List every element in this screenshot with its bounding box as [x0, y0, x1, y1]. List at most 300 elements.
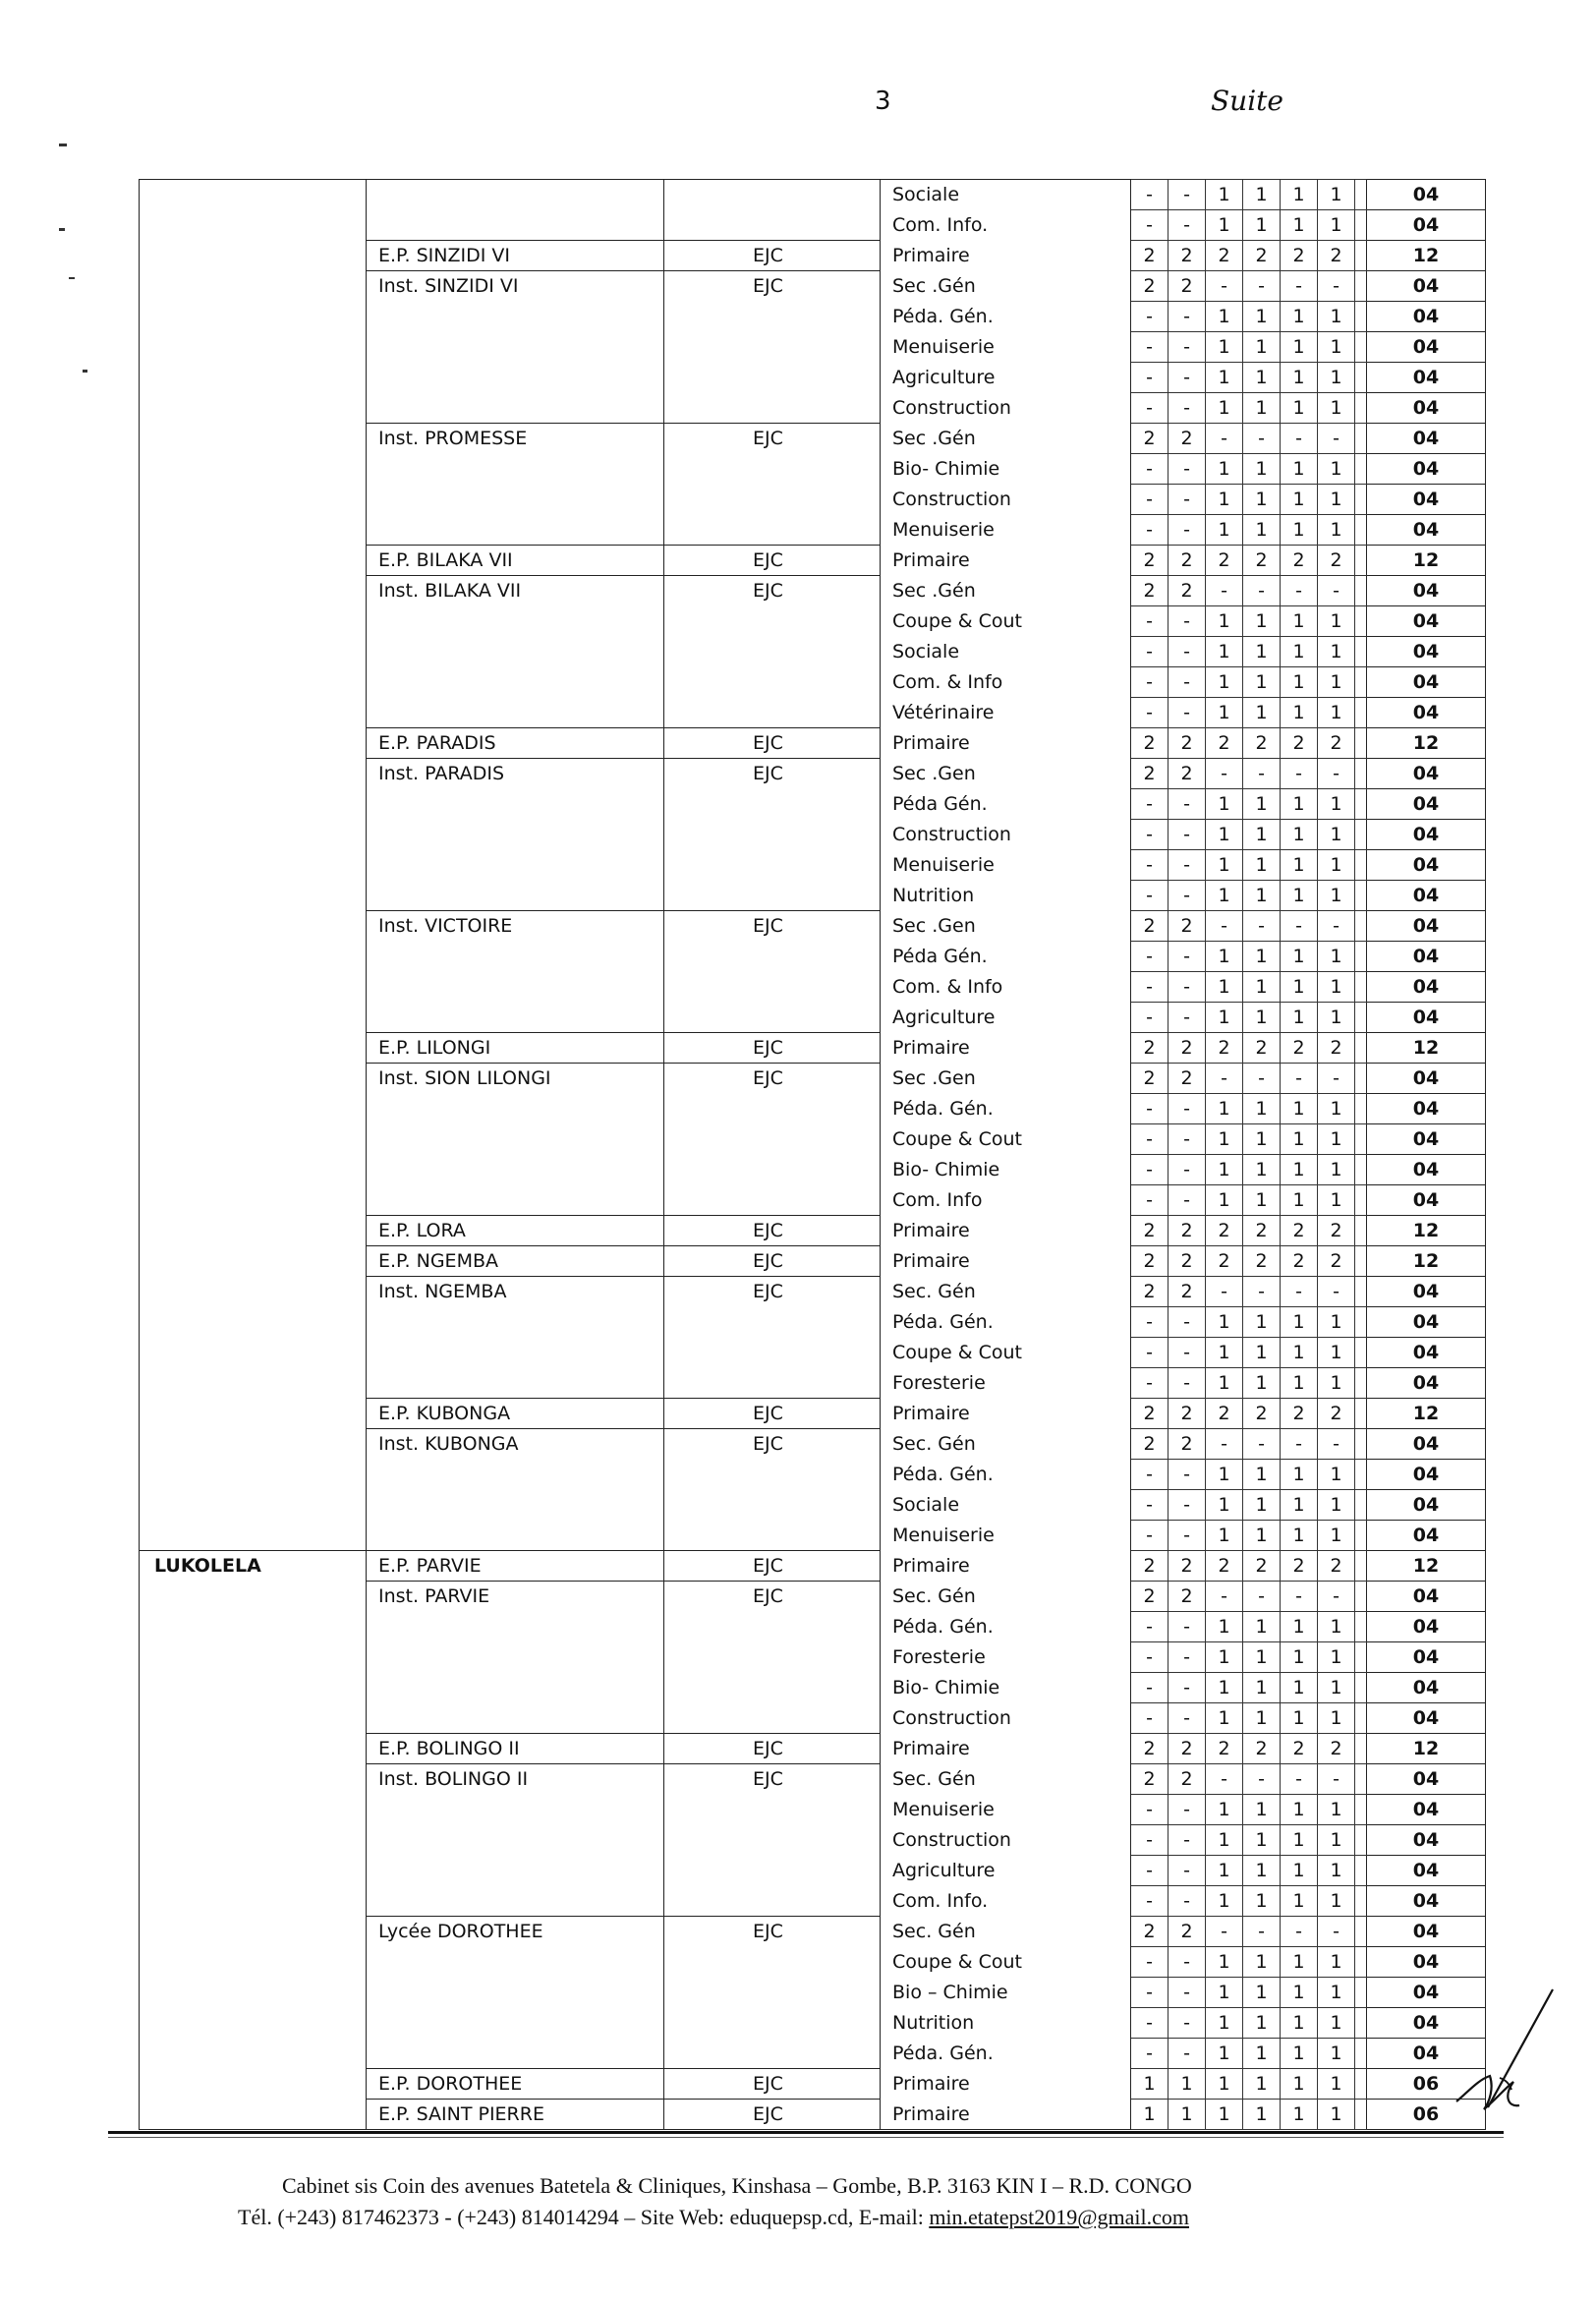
- school-cell: Inst. BILAKA VII: [367, 576, 664, 606]
- class-count-cell: -: [1318, 271, 1355, 302]
- school-cell: Inst. PARVIE: [367, 1582, 664, 1612]
- territoire-cell: [140, 1155, 367, 1185]
- option-cell: Coupe & Cout: [881, 1947, 1131, 1978]
- territoire-cell: [140, 728, 367, 759]
- spacer-cell: [1355, 1185, 1367, 1216]
- total-cell: 04: [1367, 1917, 1486, 1947]
- table-row: [140, 667, 1486, 698]
- table-row: [140, 2100, 1486, 2130]
- class-count-cell: 2: [1318, 546, 1355, 576]
- class-count-cell: 1: [1281, 2069, 1318, 2100]
- option-cell: Primaire: [881, 728, 1131, 759]
- class-count-cell: 2: [1131, 424, 1168, 454]
- table-row: [140, 1277, 1486, 1307]
- total-cell: 04: [1367, 1703, 1486, 1734]
- school-cell: [367, 881, 664, 911]
- spacer-cell: [1355, 1368, 1367, 1399]
- class-count-cell: -: [1318, 1917, 1355, 1947]
- class-count-cell: 2: [1131, 546, 1168, 576]
- option-cell: Péda. Gén.: [881, 1307, 1131, 1338]
- table-row: [140, 1886, 1486, 1917]
- option-cell: Sociale: [881, 637, 1131, 667]
- territoire-cell: [140, 1642, 367, 1673]
- class-count-cell: -: [1131, 393, 1168, 424]
- class-count-cell: -: [1318, 576, 1355, 606]
- table-row: [140, 1368, 1486, 1399]
- school-cell: [367, 1307, 664, 1338]
- class-count-cell: 1: [1318, 942, 1355, 972]
- class-count-cell: 1: [1281, 1368, 1318, 1399]
- spacer-cell: [1355, 1246, 1367, 1277]
- class-count-cell: 1: [1243, 1612, 1281, 1642]
- regime-cell: EJC: [664, 1246, 881, 1277]
- class-count-cell: 2: [1318, 1399, 1355, 1429]
- class-count-cell: 1: [1206, 1642, 1243, 1673]
- class-count-cell: 1: [1318, 1856, 1355, 1886]
- class-count-cell: -: [1131, 850, 1168, 881]
- class-count-cell: 1: [1281, 1612, 1318, 1642]
- spacer-cell: [1355, 1277, 1367, 1307]
- class-count-cell: -: [1168, 1185, 1206, 1216]
- class-count-cell: -: [1318, 1764, 1355, 1795]
- total-cell: 04: [1367, 424, 1486, 454]
- total-cell: 04: [1367, 789, 1486, 820]
- option-cell: Sec. Gén: [881, 1582, 1131, 1612]
- regime-cell: [664, 789, 881, 820]
- class-count-cell: -: [1168, 332, 1206, 363]
- class-count-cell: -: [1281, 1764, 1318, 1795]
- regime-cell: [664, 637, 881, 667]
- total-cell: 04: [1367, 1764, 1486, 1795]
- class-count-cell: 1: [1243, 1003, 1281, 1033]
- regime-cell: [664, 302, 881, 332]
- class-count-cell: 2: [1281, 1033, 1318, 1064]
- school-cell: [367, 1856, 664, 1886]
- class-count-cell: 1: [1281, 820, 1318, 850]
- class-count-cell: 1: [1281, 1185, 1318, 1216]
- regime-cell: EJC: [664, 1429, 881, 1460]
- territoire-cell: [140, 576, 367, 606]
- option-cell: Construction: [881, 820, 1131, 850]
- territoire-cell: [140, 2100, 367, 2130]
- class-count-cell: -: [1243, 576, 1281, 606]
- class-count-cell: 1: [1243, 1642, 1281, 1673]
- footer-email[interactable]: min.etatepst2019@gmail.com: [929, 2205, 1189, 2229]
- class-count-cell: 1: [1206, 820, 1243, 850]
- class-count-cell: 1: [1243, 302, 1281, 332]
- spacer-cell: [1355, 942, 1367, 972]
- school-cell: E.P. PARVIE: [367, 1551, 664, 1582]
- regime-cell: [664, 850, 881, 881]
- spacer-cell: [1355, 546, 1367, 576]
- class-count-cell: 1: [1318, 698, 1355, 728]
- class-count-cell: 1: [1168, 2069, 1206, 2100]
- option-cell: Menuiserie: [881, 515, 1131, 546]
- spacer-cell: [1355, 667, 1367, 698]
- class-count-cell: -: [1168, 515, 1206, 546]
- regime-cell: EJC: [664, 424, 881, 454]
- school-cell: [367, 1947, 664, 1978]
- regime-cell: EJC: [664, 1033, 881, 1064]
- class-count-cell: 1: [1206, 1978, 1243, 2008]
- spacer-cell: [1355, 1612, 1367, 1642]
- class-count-cell: -: [1168, 485, 1206, 515]
- class-count-cell: -: [1281, 1277, 1318, 1307]
- territoire-cell: [140, 1764, 367, 1795]
- option-cell: Primaire: [881, 1399, 1131, 1429]
- class-count-cell: 2: [1243, 1216, 1281, 1246]
- territoire-cell: [140, 667, 367, 698]
- class-count-cell: 1: [1206, 1612, 1243, 1642]
- regime-cell: [664, 1612, 881, 1642]
- footer-rule: [108, 2131, 1504, 2134]
- class-count-cell: 1: [1243, 393, 1281, 424]
- class-count-cell: -: [1131, 1155, 1168, 1185]
- class-count-cell: -: [1131, 637, 1168, 667]
- option-cell: Com. & Info: [881, 972, 1131, 1003]
- option-cell: Nutrition: [881, 881, 1131, 911]
- territoire-cell: [140, 820, 367, 850]
- territoire-cell: [140, 454, 367, 485]
- total-cell: 04: [1367, 820, 1486, 850]
- class-count-cell: -: [1206, 1582, 1243, 1612]
- territoire-cell: [140, 1734, 367, 1764]
- total-cell: 04: [1367, 271, 1486, 302]
- class-count-cell: 2: [1243, 1246, 1281, 1277]
- footer-address: Cabinet sis Coin des avenues Batetela & Cliniques, Kinshasa – Gombe, B.P. 3163 KIN I – R.D. CONGO: [282, 2173, 1192, 2198]
- total-cell: 12: [1367, 1033, 1486, 1064]
- table-row: [140, 1460, 1486, 1490]
- class-count-cell: -: [1168, 637, 1206, 667]
- class-count-cell: 1: [1243, 2069, 1281, 2100]
- class-count-cell: 1: [1318, 1094, 1355, 1124]
- class-count-cell: 1: [1281, 2100, 1318, 2130]
- spacer-cell: [1355, 1703, 1367, 1734]
- class-count-cell: 1: [1318, 881, 1355, 911]
- class-count-cell: -: [1206, 911, 1243, 942]
- class-count-cell: -: [1281, 1429, 1318, 1460]
- regime-cell: [664, 667, 881, 698]
- class-count-cell: -: [1168, 2039, 1206, 2069]
- class-count-cell: 1: [1318, 1825, 1355, 1856]
- class-count-cell: -: [1243, 1917, 1281, 1947]
- class-count-cell: 1: [1206, 1490, 1243, 1521]
- class-count-cell: 1: [1318, 820, 1355, 850]
- territoire-cell: [140, 1216, 367, 1246]
- class-count-cell: 1: [1168, 2100, 1206, 2130]
- school-cell: E.P. KUBONGA: [367, 1399, 664, 1429]
- spacer-cell: [1355, 1460, 1367, 1490]
- class-count-cell: 1: [1281, 180, 1318, 210]
- class-count-cell: 2: [1131, 1064, 1168, 1094]
- class-count-cell: -: [1131, 210, 1168, 241]
- option-cell: Menuiserie: [881, 332, 1131, 363]
- class-count-cell: 2: [1131, 1582, 1168, 1612]
- regime-cell: EJC: [664, 1764, 881, 1795]
- option-cell: Com. Info: [881, 1185, 1131, 1216]
- table-row: [140, 1033, 1486, 1064]
- class-count-cell: 1: [1243, 454, 1281, 485]
- class-count-cell: -: [1131, 332, 1168, 363]
- class-count-cell: 1: [1318, 210, 1355, 241]
- territoire-cell: [140, 1399, 367, 1429]
- total-cell: 12: [1367, 1216, 1486, 1246]
- class-count-cell: -: [1168, 942, 1206, 972]
- class-count-cell: -: [1131, 1825, 1168, 1856]
- option-cell: Sec .Gén: [881, 576, 1131, 606]
- spacer-cell: [1355, 1399, 1367, 1429]
- regime-cell: [664, 485, 881, 515]
- class-count-cell: 1: [1243, 1521, 1281, 1551]
- territoire-cell: [140, 1033, 367, 1064]
- class-count-cell: -: [1168, 606, 1206, 637]
- class-count-cell: 1: [1206, 881, 1243, 911]
- class-count-cell: 1: [1318, 2008, 1355, 2039]
- option-cell: Péda. Gén.: [881, 1612, 1131, 1642]
- class-count-cell: 1: [1206, 515, 1243, 546]
- class-count-cell: 1: [1281, 1460, 1318, 1490]
- class-count-cell: 2: [1168, 759, 1206, 789]
- table-row: [140, 728, 1486, 759]
- table-row: [140, 1673, 1486, 1703]
- class-count-cell: 1: [1318, 667, 1355, 698]
- option-cell: Vétérinaire: [881, 698, 1131, 728]
- class-count-cell: 1: [1243, 820, 1281, 850]
- class-count-cell: 1: [1281, 1521, 1318, 1551]
- school-cell: E.P. BOLINGO II: [367, 1734, 664, 1764]
- class-count-cell: -: [1243, 1582, 1281, 1612]
- total-cell: 04: [1367, 2039, 1486, 2069]
- option-cell: Agriculture: [881, 363, 1131, 393]
- class-count-cell: 2: [1131, 1734, 1168, 1764]
- class-count-cell: 2: [1168, 1551, 1206, 1582]
- class-count-cell: -: [1131, 515, 1168, 546]
- class-count-cell: 1: [1206, 210, 1243, 241]
- option-cell: Primaire: [881, 1246, 1131, 1277]
- regime-cell: [664, 1338, 881, 1368]
- margin-mark: [59, 228, 65, 231]
- class-count-cell: 1: [1281, 1642, 1318, 1673]
- class-count-cell: 1: [1206, 606, 1243, 637]
- territoire-cell: [140, 180, 367, 210]
- class-count-cell: -: [1206, 1764, 1243, 1795]
- class-count-cell: -: [1168, 1612, 1206, 1642]
- regime-cell: [664, 1673, 881, 1703]
- class-count-cell: -: [1243, 271, 1281, 302]
- option-cell: Agriculture: [881, 1856, 1131, 1886]
- spacer-cell: [1355, 1124, 1367, 1155]
- class-count-cell: 2: [1168, 546, 1206, 576]
- class-count-cell: -: [1131, 2008, 1168, 2039]
- class-count-cell: 1: [1243, 180, 1281, 210]
- regime-cell: [664, 332, 881, 363]
- spacer-cell: [1355, 911, 1367, 942]
- school-cell: [367, 1642, 664, 1673]
- class-count-cell: -: [1131, 698, 1168, 728]
- option-cell: Menuiserie: [881, 1795, 1131, 1825]
- table-row: [140, 241, 1486, 271]
- school-cell: [367, 1825, 664, 1856]
- class-count-cell: 2: [1206, 1033, 1243, 1064]
- regime-cell: [664, 1003, 881, 1033]
- class-count-cell: 2: [1281, 1246, 1318, 1277]
- school-cell: [367, 1490, 664, 1521]
- class-count-cell: 2: [1206, 546, 1243, 576]
- class-count-cell: 2: [1131, 1033, 1168, 1064]
- total-cell: 04: [1367, 210, 1486, 241]
- class-count-cell: 1: [1243, 2100, 1281, 2130]
- class-count-cell: 1: [1243, 1307, 1281, 1338]
- school-cell: [367, 393, 664, 424]
- table-row: [140, 424, 1486, 454]
- class-count-cell: -: [1168, 2008, 1206, 2039]
- school-cell: Inst. NGEMBA: [367, 1277, 664, 1307]
- regime-cell: EJC: [664, 576, 881, 606]
- territoire-cell: [140, 2039, 367, 2069]
- class-count-cell: -: [1168, 1795, 1206, 1825]
- spacer-cell: [1355, 1917, 1367, 1947]
- spacer-cell: [1355, 1734, 1367, 1764]
- territoire-cell: [140, 1003, 367, 1033]
- class-count-cell: -: [1206, 1429, 1243, 1460]
- total-cell: 04: [1367, 515, 1486, 546]
- spacer-cell: [1355, 972, 1367, 1003]
- regime-cell: [664, 1642, 881, 1673]
- class-count-cell: -: [1168, 1307, 1206, 1338]
- regime-cell: EJC: [664, 1582, 881, 1612]
- total-cell: 04: [1367, 1856, 1486, 1886]
- territoire-cell: [140, 332, 367, 363]
- total-cell: 04: [1367, 1521, 1486, 1551]
- spacer-cell: [1355, 454, 1367, 485]
- class-count-cell: -: [1131, 606, 1168, 637]
- class-count-cell: 1: [1206, 1368, 1243, 1399]
- spacer-cell: [1355, 1825, 1367, 1856]
- class-count-cell: 2: [1168, 241, 1206, 271]
- regime-cell: [664, 972, 881, 1003]
- school-cell: [367, 667, 664, 698]
- spacer-cell: [1355, 728, 1367, 759]
- spacer-cell: [1355, 363, 1367, 393]
- option-cell: Bio- Chimie: [881, 1673, 1131, 1703]
- regime-cell: EJC: [664, 2100, 881, 2130]
- school-cell: [367, 1673, 664, 1703]
- table-row: [140, 1521, 1486, 1551]
- spacer-cell: [1355, 1795, 1367, 1825]
- class-count-cell: -: [1131, 1795, 1168, 1825]
- class-count-cell: 2: [1206, 1246, 1243, 1277]
- school-cell: [367, 1155, 664, 1185]
- class-count-cell: 1: [1281, 332, 1318, 363]
- class-count-cell: -: [1168, 698, 1206, 728]
- territoire-cell: [140, 1856, 367, 1886]
- table-row: [140, 606, 1486, 637]
- option-cell: Nutrition: [881, 2008, 1131, 2039]
- total-cell: 12: [1367, 1246, 1486, 1277]
- class-count-cell: 2: [1168, 1429, 1206, 1460]
- class-count-cell: 2: [1131, 271, 1168, 302]
- total-cell: 04: [1367, 332, 1486, 363]
- class-count-cell: -: [1318, 759, 1355, 789]
- class-count-cell: 1: [1318, 1307, 1355, 1338]
- table-row: [140, 1064, 1486, 1094]
- table-row: [140, 881, 1486, 911]
- total-cell: 06: [1367, 2069, 1486, 2100]
- total-cell: 04: [1367, 1368, 1486, 1399]
- class-count-cell: -: [1168, 1825, 1206, 1856]
- total-cell: 04: [1367, 637, 1486, 667]
- table-row: [140, 210, 1486, 241]
- class-count-cell: 1: [1318, 363, 1355, 393]
- class-count-cell: 1: [1206, 180, 1243, 210]
- school-cell: [367, 2008, 664, 2039]
- total-cell: 04: [1367, 363, 1486, 393]
- territoire-cell: [140, 1460, 367, 1490]
- school-cell: E.P. LILONGI: [367, 1033, 664, 1064]
- total-cell: 04: [1367, 2008, 1486, 2039]
- class-count-cell: 2: [1168, 576, 1206, 606]
- class-count-cell: 1: [1281, 363, 1318, 393]
- spacer-cell: [1355, 2008, 1367, 2039]
- regime-cell: [664, 2039, 881, 2069]
- class-count-cell: 2: [1243, 241, 1281, 271]
- class-count-cell: -: [1168, 881, 1206, 911]
- option-cell: Primaire: [881, 1216, 1131, 1246]
- class-count-cell: -: [1131, 1856, 1168, 1886]
- class-count-cell: 1: [1206, 1338, 1243, 1368]
- class-count-cell: 1: [1281, 210, 1318, 241]
- class-count-cell: -: [1168, 820, 1206, 850]
- class-count-cell: 1: [1206, 393, 1243, 424]
- spacer-cell: [1355, 606, 1367, 637]
- class-count-cell: 1: [1206, 332, 1243, 363]
- class-count-cell: 1: [1206, 1947, 1243, 1978]
- class-count-cell: 1: [1243, 1703, 1281, 1734]
- class-count-cell: -: [1131, 1307, 1168, 1338]
- regime-cell: EJC: [664, 1551, 881, 1582]
- table-row: [140, 485, 1486, 515]
- suite-label: Suite: [1211, 85, 1283, 117]
- class-count-cell: -: [1168, 1094, 1206, 1124]
- total-cell: 04: [1367, 485, 1486, 515]
- class-count-cell: 2: [1168, 1917, 1206, 1947]
- spacer-cell: [1355, 424, 1367, 454]
- total-cell: 04: [1367, 1795, 1486, 1825]
- school-cell: [367, 515, 664, 546]
- class-count-cell: 1: [1318, 515, 1355, 546]
- option-cell: Bio- Chimie: [881, 454, 1131, 485]
- total-cell: 06: [1367, 2100, 1486, 2130]
- class-count-cell: -: [1131, 363, 1168, 393]
- territoire-cell: [140, 1612, 367, 1642]
- class-count-cell: -: [1131, 1338, 1168, 1368]
- table-row: [140, 1582, 1486, 1612]
- class-count-cell: 1: [1206, 1886, 1243, 1917]
- school-cell: Lycée DOROTHEE: [367, 1917, 664, 1947]
- option-cell: Sec .Gen: [881, 911, 1131, 942]
- class-count-cell: -: [1168, 1368, 1206, 1399]
- class-count-cell: 1: [1281, 850, 1318, 881]
- territoire-cell: [140, 393, 367, 424]
- territoire-cell: [140, 1124, 367, 1155]
- class-count-cell: -: [1206, 1277, 1243, 1307]
- class-count-cell: 1: [1243, 1947, 1281, 1978]
- table-row: [140, 1155, 1486, 1185]
- class-count-cell: 2: [1168, 1216, 1206, 1246]
- class-count-cell: -: [1206, 576, 1243, 606]
- class-count-cell: 1: [1281, 1490, 1318, 1521]
- territoire-cell: [140, 1307, 367, 1338]
